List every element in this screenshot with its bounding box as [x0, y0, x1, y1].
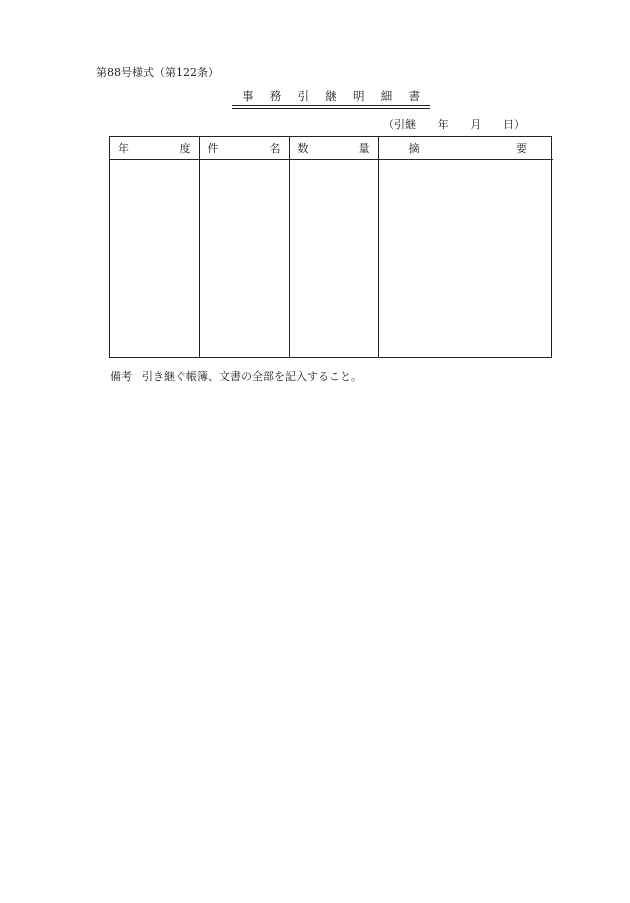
remarks-text: 引き継ぐ帳簿、文書の全部を記入すること。: [142, 370, 362, 383]
column-header-item-name: 件 名: [199, 137, 289, 160]
title-char: 引: [297, 89, 309, 103]
form-number: 第88号様式（第122条）: [96, 66, 219, 79]
cell-item-name[interactable]: [199, 160, 289, 358]
title-char: 明: [353, 89, 365, 103]
remarks-note: [110, 370, 362, 384]
column-header-quantity: 数 量: [289, 137, 378, 160]
title-char: 書: [408, 89, 420, 103]
table-row: [110, 160, 553, 358]
transfer-date-year: 年: [437, 118, 449, 131]
detail-table: [109, 136, 552, 358]
title-char: 継: [325, 89, 337, 103]
column-header-summary: 摘 要: [378, 137, 553, 160]
document-title: [232, 89, 430, 109]
remarks-label: 備考: [110, 370, 132, 383]
title-char: 細: [380, 89, 393, 103]
title-char: 事: [242, 89, 254, 103]
table-header-row: [110, 137, 553, 160]
cell-fiscal-year[interactable]: [110, 160, 199, 358]
cell-summary[interactable]: [378, 160, 553, 358]
cell-quantity[interactable]: [289, 160, 378, 358]
title-text: [232, 89, 430, 103]
detail-table-grid: [110, 137, 553, 357]
title-double-underline: [232, 105, 430, 109]
transfer-date: [383, 118, 525, 132]
column-header-fiscal-year: 年 度: [110, 137, 199, 160]
title-char: 務: [269, 89, 282, 103]
transfer-date-prefix: （引継: [383, 118, 416, 131]
transfer-date-month: 月: [470, 118, 482, 131]
transfer-date-day: 日）: [502, 118, 525, 131]
